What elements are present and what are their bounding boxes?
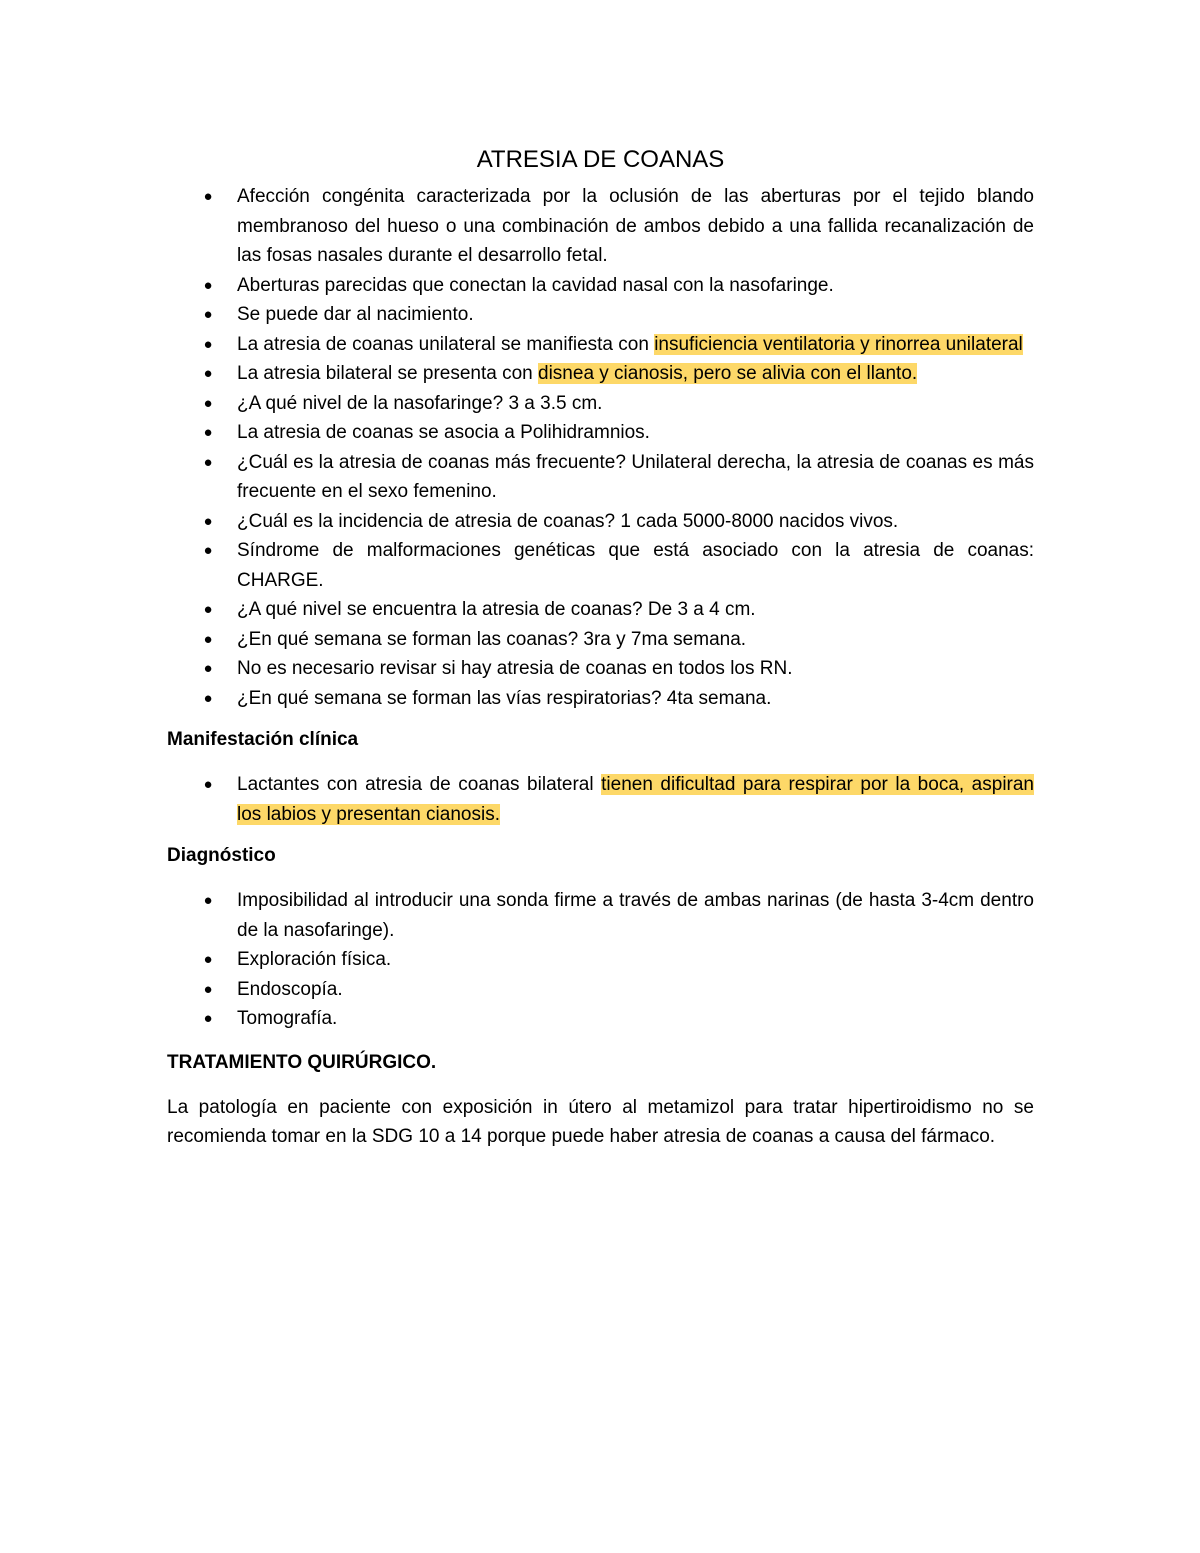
clinical-heading: Manifestación clínica xyxy=(167,729,359,750)
list-item xyxy=(167,300,1034,330)
list-item xyxy=(167,684,1034,714)
document-title: ATRESIA DE COANAS xyxy=(476,146,725,173)
list-item-text: La atresia de coanas se asocia a Polihidramnios. xyxy=(237,422,650,443)
list-item-text: No es necesario revisar si hay atresia de coanas en todos los RN. xyxy=(237,658,793,679)
list-item xyxy=(167,359,1034,389)
list-item-text: ¿En qué semana se forman las coanas? 3ra y 7ma semana. xyxy=(237,628,747,650)
bullet-icon: ● xyxy=(203,394,213,412)
list-item xyxy=(167,507,1034,537)
list-item-text: Imposibilidad al introducir una sonda firme a través de ambas narinas (de hasta 3-4cm dentro de la nasofaringe). xyxy=(237,890,1034,941)
list-item xyxy=(167,886,1034,945)
highlighted-text: insuficiencia ventilatoria y rinorrea unilateral xyxy=(654,333,1023,355)
bullet-icon: ● xyxy=(203,365,213,382)
list-item-text: Tomografía. xyxy=(237,1008,338,1029)
list-item xyxy=(167,654,1034,684)
bullet-icon: ● xyxy=(203,335,213,353)
list-item xyxy=(167,1004,1034,1034)
list-item xyxy=(167,770,1034,829)
list-item xyxy=(167,975,1034,1005)
list-item-text: ¿Cuál es la incidencia de atresia de coanas? 1 cada 5000-8000 nacidos vivos. xyxy=(237,510,899,532)
list-item xyxy=(167,271,1034,301)
intro-list xyxy=(167,182,1034,713)
list-item xyxy=(167,595,1034,625)
diagnosis-heading: Diagnóstico xyxy=(167,845,276,866)
list-item xyxy=(167,536,1034,595)
clinical-list xyxy=(167,770,1034,829)
list-item xyxy=(167,945,1034,975)
bullet-icon: ● xyxy=(203,660,213,677)
bullet-icon: ● xyxy=(203,188,213,205)
list-item xyxy=(167,448,1034,507)
list-item-text: ¿A qué nivel se encuentra la atresia de coanas? De 3 a 4 cm. xyxy=(237,599,756,620)
bullet-icon: ● xyxy=(203,689,213,707)
bullet-icon: ● xyxy=(203,776,213,793)
treatment-paragraph: La patología en paciente con exposición in útero al metamizol para tratar hipertiroidismo no se recomienda tomar en la SDG 10 a 14 porque puede haber atresia de coanas a causa del fármaco. xyxy=(167,1096,1034,1147)
bullet-icon: ● xyxy=(203,1010,213,1027)
bullet-icon: ● xyxy=(203,453,213,471)
bullet-icon: ● xyxy=(203,630,213,648)
list-item-text: ¿En qué semana se forman las vías respiratorias? 4ta semana. xyxy=(237,687,772,709)
bullet-icon: ● xyxy=(203,512,213,530)
list-item xyxy=(167,418,1034,448)
list-item-text: Síndrome de malformaciones genéticas que está asociado con la atresia de coanas: CHARGE. xyxy=(237,540,1034,591)
list-item-text: Exploración física. xyxy=(237,949,392,970)
highlighted-text: disnea y cianosis, pero se alivia con el llanto. xyxy=(538,363,918,384)
highlighted-text: tienen dificultad para respirar por la boca, aspiran los labios y presentan cianosis. xyxy=(237,774,1034,825)
bullet-icon: ● xyxy=(203,601,213,618)
list-item-text: Se puede dar al nacimiento. xyxy=(237,304,474,325)
diagnosis-list xyxy=(167,886,1034,1034)
bullet-icon: ● xyxy=(203,276,213,294)
list-item-text: Aberturas parecidas que conectan la cavidad nasal con la nasofaringe. xyxy=(237,274,834,296)
list-item-text: La atresia bilateral se presenta con xyxy=(237,363,539,384)
list-item xyxy=(167,330,1034,360)
bullet-icon: ● xyxy=(203,424,213,441)
bullet-icon: ● xyxy=(203,306,213,323)
bullet-icon: ● xyxy=(203,980,213,998)
list-item-text: ¿Cuál es la atresia de coanas más frecuente? Unilateral derecha, la atresia de coanas es más frecuente en el sexo femenino. xyxy=(237,451,1034,502)
list-item xyxy=(167,389,1034,419)
document-page xyxy=(167,140,1034,1152)
list-item-text: La atresia de coanas unilateral se manifiesta con xyxy=(237,333,655,355)
bullet-icon: ● xyxy=(203,542,213,559)
bullet-icon: ● xyxy=(203,892,213,909)
list-item-text: Endoscopía. xyxy=(237,978,343,1000)
list-item xyxy=(167,182,1034,271)
list-item-text: Afección congénita caracterizada por la oclusión de las aberturas por el tejido blando membranoso del hueso o una combinación de ambos debido a una fallida recanalización de las fosas nasales durante el desarrollo fetal. xyxy=(237,186,1034,266)
list-item-text: ¿A qué nivel de la nasofaringe? 3 a 3.5 cm. xyxy=(237,392,603,414)
list-item xyxy=(167,625,1034,655)
list-item-text: Lactantes con atresia de coanas bilateral xyxy=(237,774,602,795)
treatment-heading: TRATAMIENTO QUIRÚRGICO. xyxy=(167,1051,437,1073)
bullet-icon: ● xyxy=(203,951,213,968)
